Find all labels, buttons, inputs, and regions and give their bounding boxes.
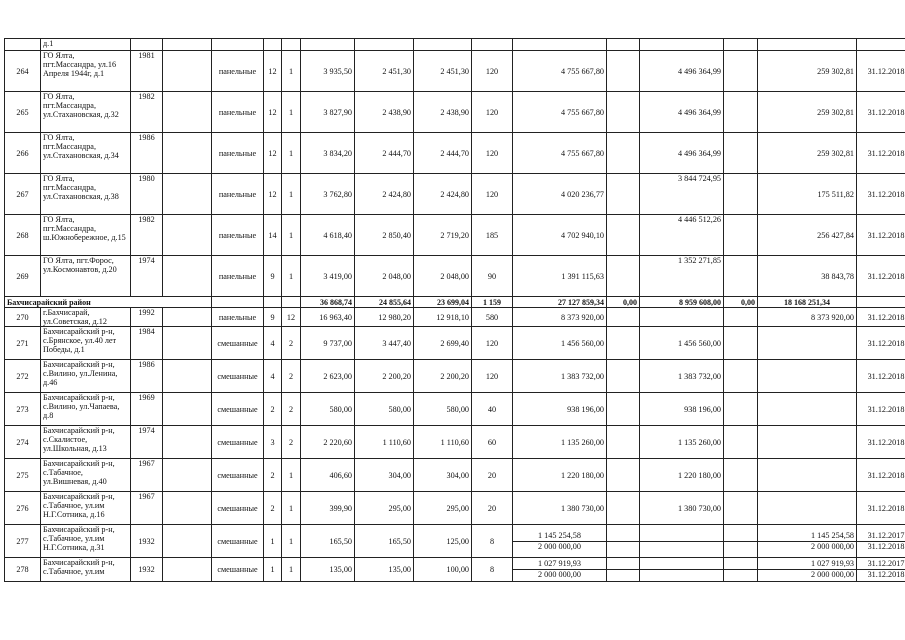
fund-cell: 938 196,00: [640, 393, 724, 426]
table-row: [5, 51, 905, 92]
fund-cell: [607, 215, 640, 256]
row-number: 274: [5, 426, 41, 459]
subtotal-cell: 0,00: [607, 297, 640, 308]
fund-cell: [607, 492, 640, 525]
cost-total-cell-top: 1 027 919,93: [538, 559, 581, 568]
year-cell: 1986: [131, 360, 163, 393]
area-living-cell: 295,00: [355, 492, 414, 525]
fund-cell: 1 383 732,00: [640, 360, 724, 393]
area-residential-cell: 2 200,20: [414, 360, 472, 393]
floors-cell: 12: [264, 133, 282, 174]
subtotal-cell: 27 127 859,34: [513, 297, 607, 308]
entrances-cell: 2: [282, 327, 301, 360]
area-residential-cell: 2 451,30: [414, 51, 472, 92]
year-cell: 1982: [131, 92, 163, 133]
entrances-cell: 2: [282, 393, 301, 426]
fund-cell: 3 844 724,95: [640, 174, 724, 215]
year-cell: 1967: [131, 459, 163, 492]
row-number: 270: [5, 308, 41, 327]
area-total-cell: 3 827,90: [301, 92, 355, 133]
residents-cell: 120: [472, 92, 513, 133]
fund-cell: 1 352 271,85: [640, 256, 724, 297]
table-cell: [163, 174, 212, 215]
fund-cell: [607, 426, 640, 459]
fund-cell: 1 220 180,00: [640, 459, 724, 492]
fund-cell: [607, 308, 640, 327]
area-total-cell: 2 623,00: [301, 360, 355, 393]
fund-cell: [724, 426, 758, 459]
owners-fund-cell-top: 1 145 254,58: [811, 530, 854, 540]
fund-cell: [724, 92, 758, 133]
floors-cell: 12: [264, 51, 282, 92]
table-cell: [857, 297, 905, 308]
floors-cell: 9: [264, 256, 282, 297]
wall-material-cell: панельные: [212, 92, 264, 133]
table-row: [5, 308, 905, 327]
owners-fund-cell: [758, 558, 857, 582]
fund-cell: [640, 308, 724, 327]
deadline-cell: 31.12.2018: [857, 327, 905, 360]
floors-cell: 14: [264, 215, 282, 256]
cost-total-cell: 4 755 667,80: [513, 92, 607, 133]
table-cell: [163, 426, 212, 459]
residents-cell: 8: [472, 525, 513, 558]
entrances-cell: 2: [282, 426, 301, 459]
floors-cell: 2: [264, 459, 282, 492]
entrances-cell: 12: [282, 308, 301, 327]
fund-cell: [607, 459, 640, 492]
wall-material-cell: смешанные: [212, 360, 264, 393]
fund-cell: [724, 256, 758, 297]
table-row: [5, 492, 905, 525]
fund-cell: 4 496 364,99: [640, 51, 724, 92]
cost-total-cell: 1 135 260,00: [513, 426, 607, 459]
fund-cell: 4 496 364,99: [640, 133, 724, 174]
year-cell: 1974: [131, 256, 163, 297]
area-living-cell: 2 200,20: [355, 360, 414, 393]
address-cell: г.Бахчисарай, ул.Советская, д.12: [41, 308, 131, 327]
floors-cell: 3: [264, 426, 282, 459]
fund-cell: 1 135 260,00: [640, 426, 724, 459]
deadline-cell: 31.12.2018: [857, 459, 905, 492]
table-row: [5, 92, 905, 133]
floors-cell: 2: [264, 492, 282, 525]
fund-cell: [724, 492, 758, 525]
row-number: 268: [5, 215, 41, 256]
table-cell: [163, 92, 212, 133]
wall-material-cell: панельные: [212, 308, 264, 327]
area-residential-cell: 2 719,20: [414, 215, 472, 256]
owners-fund-cell: 38 843,78: [758, 256, 857, 297]
year-cell: 1980: [131, 174, 163, 215]
area-total-cell: 399,90: [301, 492, 355, 525]
wall-material-cell: смешанные: [212, 426, 264, 459]
row-number: 267: [5, 174, 41, 215]
table-row: [5, 215, 905, 256]
area-residential-cell: 2 444,70: [414, 133, 472, 174]
entrances-cell: 2: [282, 360, 301, 393]
fund-cell: [724, 51, 758, 92]
residents-cell: 40: [472, 393, 513, 426]
wall-material-cell: панельные: [212, 51, 264, 92]
area-residential-cell: 125,00: [414, 525, 472, 558]
area-living-cell: 2 424,80: [355, 174, 414, 215]
district-label: Бахчисарайский район: [5, 297, 212, 308]
entrances-cell: 1: [282, 215, 301, 256]
fund-cell: [607, 174, 640, 215]
area-total-cell: 580,00: [301, 393, 355, 426]
row-number: 271: [5, 327, 41, 360]
address-cell: Бахчисарайский р-н, с.Брянское, ул.40 лет Победы, д.1: [41, 327, 131, 360]
year-cell: 1974: [131, 426, 163, 459]
area-living-cell: 2 451,30: [355, 51, 414, 92]
wall-material-cell: панельные: [212, 174, 264, 215]
area-living-cell: 1 110,60: [355, 426, 414, 459]
year-cell: 1984: [131, 327, 163, 360]
address-cell: д.1: [41, 39, 131, 51]
table-row: [5, 459, 905, 492]
fund-cell: 4 496 364,99: [640, 92, 724, 133]
fund-cell: [607, 133, 640, 174]
year-cell: 1932: [131, 525, 163, 558]
year-cell: 1992: [131, 308, 163, 327]
owners-fund-cell: [758, 525, 857, 558]
subtotal-cell: 24 855,64: [355, 297, 414, 308]
address-cell: ГО Ялта, пгт.Форос, ул.Космонавтов, д.20: [41, 256, 131, 297]
residents-cell: 90: [472, 256, 513, 297]
area-total-cell: 3 419,00: [301, 256, 355, 297]
wall-material-cell: смешанные: [212, 327, 264, 360]
fund-cell: [724, 133, 758, 174]
table-row: [5, 133, 905, 174]
deadline-cell: 31.12.2018: [857, 308, 905, 327]
cost-total-cell: [513, 525, 607, 558]
area-living-cell: 12 980,20: [355, 308, 414, 327]
area-living-cell: 304,00: [355, 459, 414, 492]
area-residential-cell: 12 918,10: [414, 308, 472, 327]
subtotal-cell: 18 168 251,34: [758, 297, 857, 308]
year-cell: 1969: [131, 393, 163, 426]
address-cell: Бахчисарайский р-н, с.Табачное, ул.им: [41, 558, 131, 582]
area-total-cell: 3 834,20: [301, 133, 355, 174]
cost-total-cell: 4 755 667,80: [513, 133, 607, 174]
area-residential-cell: 2 424,80: [414, 174, 472, 215]
owners-fund-cell: [758, 426, 857, 459]
deadline-cell: 31.12.2018: [857, 360, 905, 393]
address-cell: ГО Ялта, пгт.Массандра, ул.Стахановская, д.34: [41, 133, 131, 174]
address-cell: Бахчисарайский р-н, с.Табачное, ул.им Н.Г.Сотника, д.16: [41, 492, 131, 525]
entrances-cell: 1: [282, 525, 301, 558]
area-total-cell: 2 220,60: [301, 426, 355, 459]
wall-material-cell: панельные: [212, 256, 264, 297]
residents-cell: 120: [472, 51, 513, 92]
year-cell: 1981: [131, 51, 163, 92]
table-cell: [163, 393, 212, 426]
table-row: [5, 426, 905, 459]
address-cell: Бахчисарайский р-н, с.Вилино, ул.Ленина, д.46: [41, 360, 131, 393]
table-cell: [282, 297, 301, 308]
table-row: [5, 256, 905, 297]
floors-cell: 4: [264, 327, 282, 360]
row-number: 275: [5, 459, 41, 492]
area-residential-cell: 580,00: [414, 393, 472, 426]
table-row: [5, 558, 905, 582]
cost-total-cell: 4 702 940,10: [513, 215, 607, 256]
fund-cell: [607, 92, 640, 133]
area-living-cell: 2 438,90: [355, 92, 414, 133]
residents-cell: 580: [472, 308, 513, 327]
fund-cell: [724, 308, 758, 327]
deadline-cell-bottom: 31.12.2018: [857, 569, 905, 580]
floors-cell: 2: [264, 393, 282, 426]
deadline-cell: 31.12.2018: [857, 133, 905, 174]
residents-cell: 20: [472, 459, 513, 492]
owners-fund-cell: 175 511,82: [758, 174, 857, 215]
floors-cell: 1: [264, 558, 282, 582]
row-number: 277: [5, 525, 41, 558]
subtotal-cell: 23 699,04: [414, 297, 472, 308]
residents-cell: 60: [472, 426, 513, 459]
address-cell: ГО Ялта, пгт.Массандра, ш.Южнобережное, д.15: [41, 215, 131, 256]
cost-total-cell: 8 373 920,00: [513, 308, 607, 327]
fund-cell: [607, 393, 640, 426]
wall-material-cell: смешанные: [212, 459, 264, 492]
deadline-cell: 31.12.2018: [857, 393, 905, 426]
cost-total-cell: 4 755 667,80: [513, 51, 607, 92]
area-living-cell: 165,50: [355, 525, 414, 558]
owners-fund-cell: [758, 492, 857, 525]
subtotal-cell: 0,00: [724, 297, 758, 308]
table-cell: [163, 308, 212, 327]
housing-program-table: [4, 38, 905, 582]
row-number: 278: [5, 558, 41, 582]
floors-cell: 1: [264, 525, 282, 558]
area-total-cell: 406,60: [301, 459, 355, 492]
fund-cell: [607, 360, 640, 393]
deadline-cell: [857, 558, 905, 582]
address-cell: ГО Ялта, пгт.Массандра, ул.Стахановская, д.38: [41, 174, 131, 215]
fund-cell: [607, 327, 640, 360]
wall-material-cell: смешанные: [212, 492, 264, 525]
fund-cell: [607, 51, 640, 92]
area-residential-cell: 1 110,60: [414, 426, 472, 459]
year-cell: 1986: [131, 133, 163, 174]
area-living-cell: 580,00: [355, 393, 414, 426]
area-residential-cell: 304,00: [414, 459, 472, 492]
cost-total-cell: 1 383 732,00: [513, 360, 607, 393]
owners-fund-cell-top: 1 027 919,93: [811, 559, 854, 568]
owners-fund-cell: 256 427,84: [758, 215, 857, 256]
entrances-cell: 1: [282, 256, 301, 297]
subtotal-cell: 8 959 608,00: [640, 297, 724, 308]
deadline-cell: 31.12.2018: [857, 174, 905, 215]
entrances-cell: 1: [282, 174, 301, 215]
table-cell: [212, 297, 264, 308]
residents-cell: 120: [472, 360, 513, 393]
residents-cell: 120: [472, 327, 513, 360]
table-cell: [163, 51, 212, 92]
table-row: [5, 393, 905, 426]
cost-total-cell-bottom: 2 000 000,00: [513, 569, 606, 580]
area-residential-cell: 100,00: [414, 558, 472, 582]
row-number: 272: [5, 360, 41, 393]
entrances-cell: 1: [282, 558, 301, 582]
table-cell: [264, 297, 282, 308]
cost-total-cell: [513, 558, 607, 582]
table-cell: [163, 133, 212, 174]
row-number: 266: [5, 133, 41, 174]
area-total-cell: 3 935,50: [301, 51, 355, 92]
row-number: 265: [5, 92, 41, 133]
fund-cell: [607, 256, 640, 297]
owners-fund-cell: 8 373 920,00: [758, 308, 857, 327]
floors-cell: 9: [264, 308, 282, 327]
address-cell: ГО Ялта, пгт.Массандра, ул.16 Апреля 1944г, д.1: [41, 51, 131, 92]
residents-cell: 185: [472, 215, 513, 256]
area-total-cell: 3 762,80: [301, 174, 355, 215]
area-living-cell: 3 447,40: [355, 327, 414, 360]
cost-total-cell: 1 220 180,00: [513, 459, 607, 492]
table-cell: [163, 215, 212, 256]
deadline-cell: 31.12.2018: [857, 51, 905, 92]
area-total-cell: 4 618,40: [301, 215, 355, 256]
deadline-cell: [857, 525, 905, 558]
subtotal-cell: 1 159: [472, 297, 513, 308]
area-total-cell: 16 963,40: [301, 308, 355, 327]
subtotal-row: [5, 297, 905, 308]
table-cell: [163, 492, 212, 525]
table-row: [5, 525, 905, 558]
entrances-cell: 1: [282, 492, 301, 525]
entrances-cell: 1: [282, 133, 301, 174]
owners-fund-cell: [758, 360, 857, 393]
year-cell: 1932: [131, 558, 163, 582]
table-cell: [163, 558, 212, 582]
cost-total-cell-bottom: 2 000 000,00: [513, 541, 606, 552]
owners-fund-cell: [758, 393, 857, 426]
wall-material-cell: панельные: [212, 215, 264, 256]
fragment-row: [5, 39, 905, 51]
cost-total-cell: 1 456 560,00: [513, 327, 607, 360]
fund-cell: 4 446 512,26: [640, 215, 724, 256]
fund-cell: 1 380 730,00: [640, 492, 724, 525]
floors-cell: 12: [264, 92, 282, 133]
row-number: 264: [5, 51, 41, 92]
table-cell: [163, 459, 212, 492]
deadline-cell: 31.12.2018: [857, 492, 905, 525]
fund-cell: [724, 393, 758, 426]
owners-fund-cell-bottom: 2 000 000,00: [758, 541, 856, 552]
fund-cell: [724, 174, 758, 215]
owners-fund-cell: 259 302,81: [758, 51, 857, 92]
row-number: 276: [5, 492, 41, 525]
address-cell: Бахчисарайский р-н, с.Вилино, ул.Чапаева, д.8: [41, 393, 131, 426]
address-cell: ГО Ялта, пгт.Массандра, ул.Стахановская, д.32: [41, 92, 131, 133]
deadline-cell: 31.12.2018: [857, 215, 905, 256]
cost-total-cell: 1 380 730,00: [513, 492, 607, 525]
deadline-cell: 31.12.2018: [857, 426, 905, 459]
area-living-cell: 2 444,70: [355, 133, 414, 174]
area-living-cell: 2 048,00: [355, 256, 414, 297]
owners-fund-cell: [758, 459, 857, 492]
residents-cell: 20: [472, 492, 513, 525]
residents-cell: 120: [472, 133, 513, 174]
owners-fund-cell: [758, 327, 857, 360]
owners-fund-cell: 259 302,81: [758, 133, 857, 174]
entrances-cell: 1: [282, 459, 301, 492]
area-residential-cell: 2 048,00: [414, 256, 472, 297]
owners-fund-cell-bottom: 2 000 000,00: [758, 569, 856, 580]
area-total-cell: 165,50: [301, 525, 355, 558]
table-row: [5, 360, 905, 393]
cost-total-cell-top: 1 145 254,58: [538, 530, 581, 540]
year-cell: 1967: [131, 492, 163, 525]
area-living-cell: 2 850,40: [355, 215, 414, 256]
deadline-cell-top: 31.12.2017: [867, 559, 905, 568]
table-cell: [163, 327, 212, 360]
cost-total-cell: 1 391 115,63: [513, 256, 607, 297]
table-cell: [163, 525, 212, 558]
address-cell: Бахчисарайский р-н, с.Табачное, ул.им Н.Г.Сотника, д.31: [41, 525, 131, 558]
residents-cell: 8: [472, 558, 513, 582]
address-cell: Бахчисарайский р-н, с.Скалистое, ул.Школьная, д.13: [41, 426, 131, 459]
wall-material-cell: панельные: [212, 133, 264, 174]
table-row: [5, 327, 905, 360]
area-residential-cell: 2 699,40: [414, 327, 472, 360]
wall-material-cell: смешанные: [212, 525, 264, 558]
row-number: 269: [5, 256, 41, 297]
address-cell: Бахчисарайский р-н, с.Табачное, ул.Вишневая, д.40: [41, 459, 131, 492]
cost-total-cell: 4 020 236,77: [513, 174, 607, 215]
table-cell: [163, 256, 212, 297]
cost-total-cell: 938 196,00: [513, 393, 607, 426]
wall-material-cell: смешанные: [212, 393, 264, 426]
area-residential-cell: 2 438,90: [414, 92, 472, 133]
deadline-cell: 31.12.2018: [857, 92, 905, 133]
fund-cell: [724, 215, 758, 256]
entrances-cell: 1: [282, 92, 301, 133]
fund-cell: 1 456 560,00: [640, 327, 724, 360]
entrances-cell: 1: [282, 51, 301, 92]
floors-cell: 12: [264, 174, 282, 215]
floors-cell: 4: [264, 360, 282, 393]
residents-cell: 120: [472, 174, 513, 215]
deadline-cell-bottom: 31.12.2018: [857, 541, 905, 552]
area-living-cell: 135,00: [355, 558, 414, 582]
subtotal-cell: 36 868,74: [301, 297, 355, 308]
area-total-cell: 9 737,00: [301, 327, 355, 360]
fund-cell: [724, 327, 758, 360]
fund-cell: [724, 360, 758, 393]
area-total-cell: 135,00: [301, 558, 355, 582]
owners-fund-cell: 259 302,81: [758, 92, 857, 133]
deadline-cell: 31.12.2018: [857, 256, 905, 297]
area-residential-cell: 295,00: [414, 492, 472, 525]
table-row: [5, 174, 905, 215]
fund-cell: [724, 459, 758, 492]
wall-material-cell: смешанные: [212, 558, 264, 582]
year-cell: 1982: [131, 215, 163, 256]
row-number: 273: [5, 393, 41, 426]
deadline-cell-top: 31.12.2017: [867, 530, 905, 540]
table-cell: [163, 360, 212, 393]
